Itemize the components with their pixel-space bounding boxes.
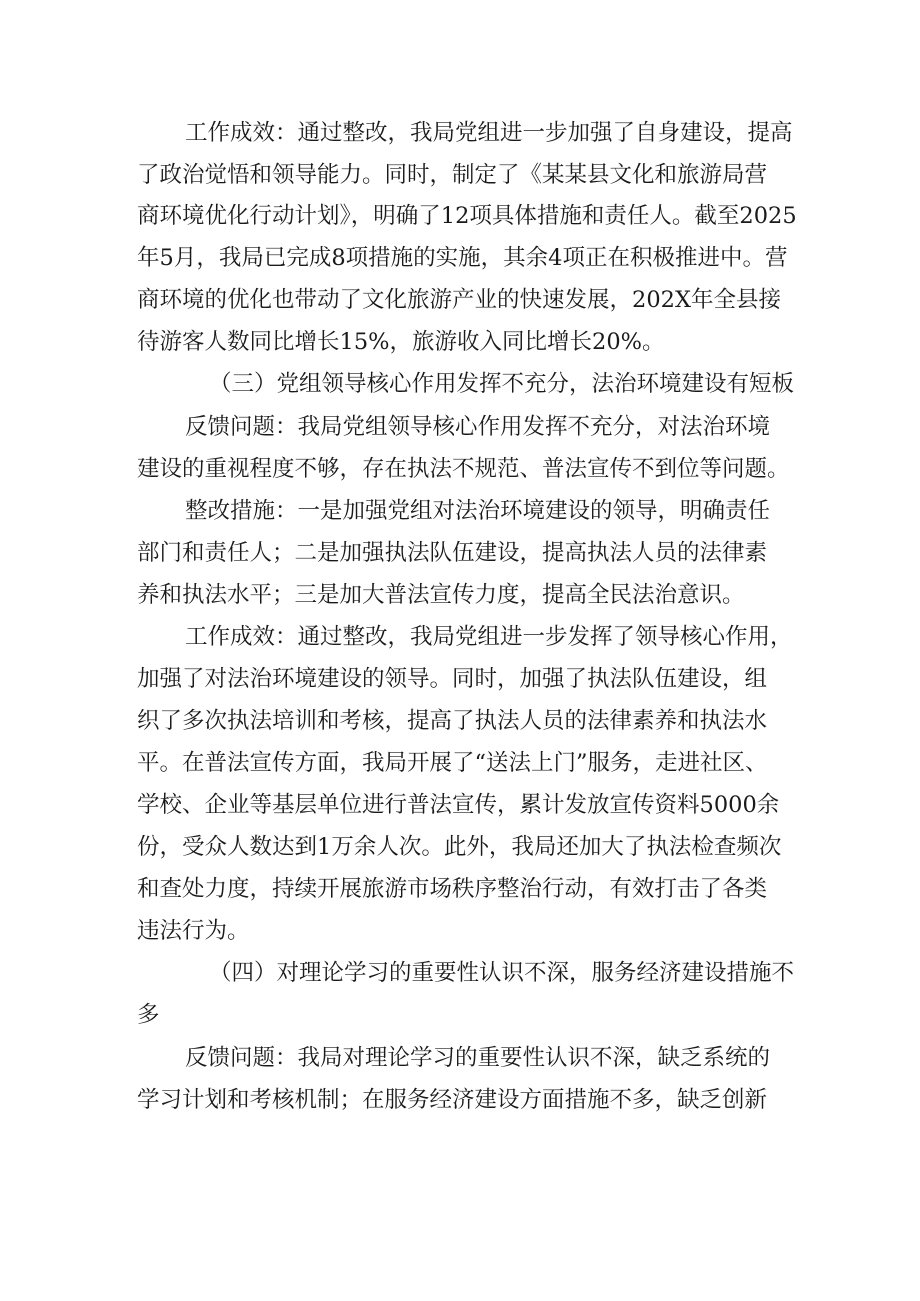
text-line-14: 加强了对法治环境建设的领导。同时，加强了执法队伍建设，组 [137, 666, 768, 692]
text-line-13: 工作成效：通过整改，我局党组进一步发挥了领导核心作用， [185, 624, 793, 650]
text-line-11: 部门和责任人；二是加强执法队伍建设，提高执法人员的法律素 [137, 540, 768, 566]
text-line-19: 和查处力度，持续开展旅游市场秩序整治行动，有效打击了各类 [137, 876, 768, 902]
text-line-9: 建设的重视程度不够，存在执法不规范、普法宣传不到位等问题。 [137, 456, 790, 482]
text-line-5: 商环境的优化也带动了文化旅游产业的快速发展，202X年全县接 [137, 287, 781, 313]
text-line-18: 份，受众人数达到1万余人次。此外，我局还加大了执法检查频次 [137, 834, 782, 860]
text-line-17: 学校、企业等基层单位进行普法宣传，累计发放宣传资料5000余 [137, 792, 780, 818]
text-line-1: 工作成效：通过整改，我局党组进一步加强了自身建设，提高 [185, 120, 793, 146]
section-heading-3: （三）党组领导核心作用发挥不充分，法治环境建设有短板 [209, 371, 795, 397]
text-line-15: 织了多次执法培训和考核，提高了执法人员的法律素养和执法水 [137, 708, 768, 734]
text-line-8: 反馈问题：我局党组领导核心作用发挥不充分，对法治环境 [185, 414, 771, 440]
text-line-6: 待游客人数同比增长15%，旅游收入同比增长20%。 [137, 329, 665, 355]
text-line-2: 了政治觉悟和领导能力。同时，制定了《某某县文化和旅游局营 [137, 162, 768, 188]
text-line-20: 违法行为。 [137, 918, 250, 944]
section-heading-4: （四）对理论学习的重要性认识不深，服务经济建设措施不 [209, 960, 795, 986]
text-line-3: 商环境优化行动计划》，明确了12项具体措施和责任人。截至2025 [137, 203, 797, 229]
text-line-12: 养和执法水平；三是加大普法宣传力度，提高全民法治意识。 [137, 582, 745, 608]
text-line-22: 多 [137, 1002, 160, 1028]
text-line-16: 平。在普法宣传方面，我局开展了“送法上门”服务，走进社区、 [137, 750, 768, 776]
text-line-10: 整改措施：一是加强党组对法治环境建设的领导，明确责任 [185, 498, 771, 524]
text-line-23: 反馈问题：我局对理论学习的重要性认识不深，缺乏系统的 [185, 1045, 771, 1071]
text-line-24: 学习计划和考核机制；在服务经济建设方面措施不多，缺乏创新 [137, 1087, 768, 1113]
text-line-4: 年5月，我局已完成8项措施的实施，其余4项正在积极推进中。营 [137, 245, 788, 271]
